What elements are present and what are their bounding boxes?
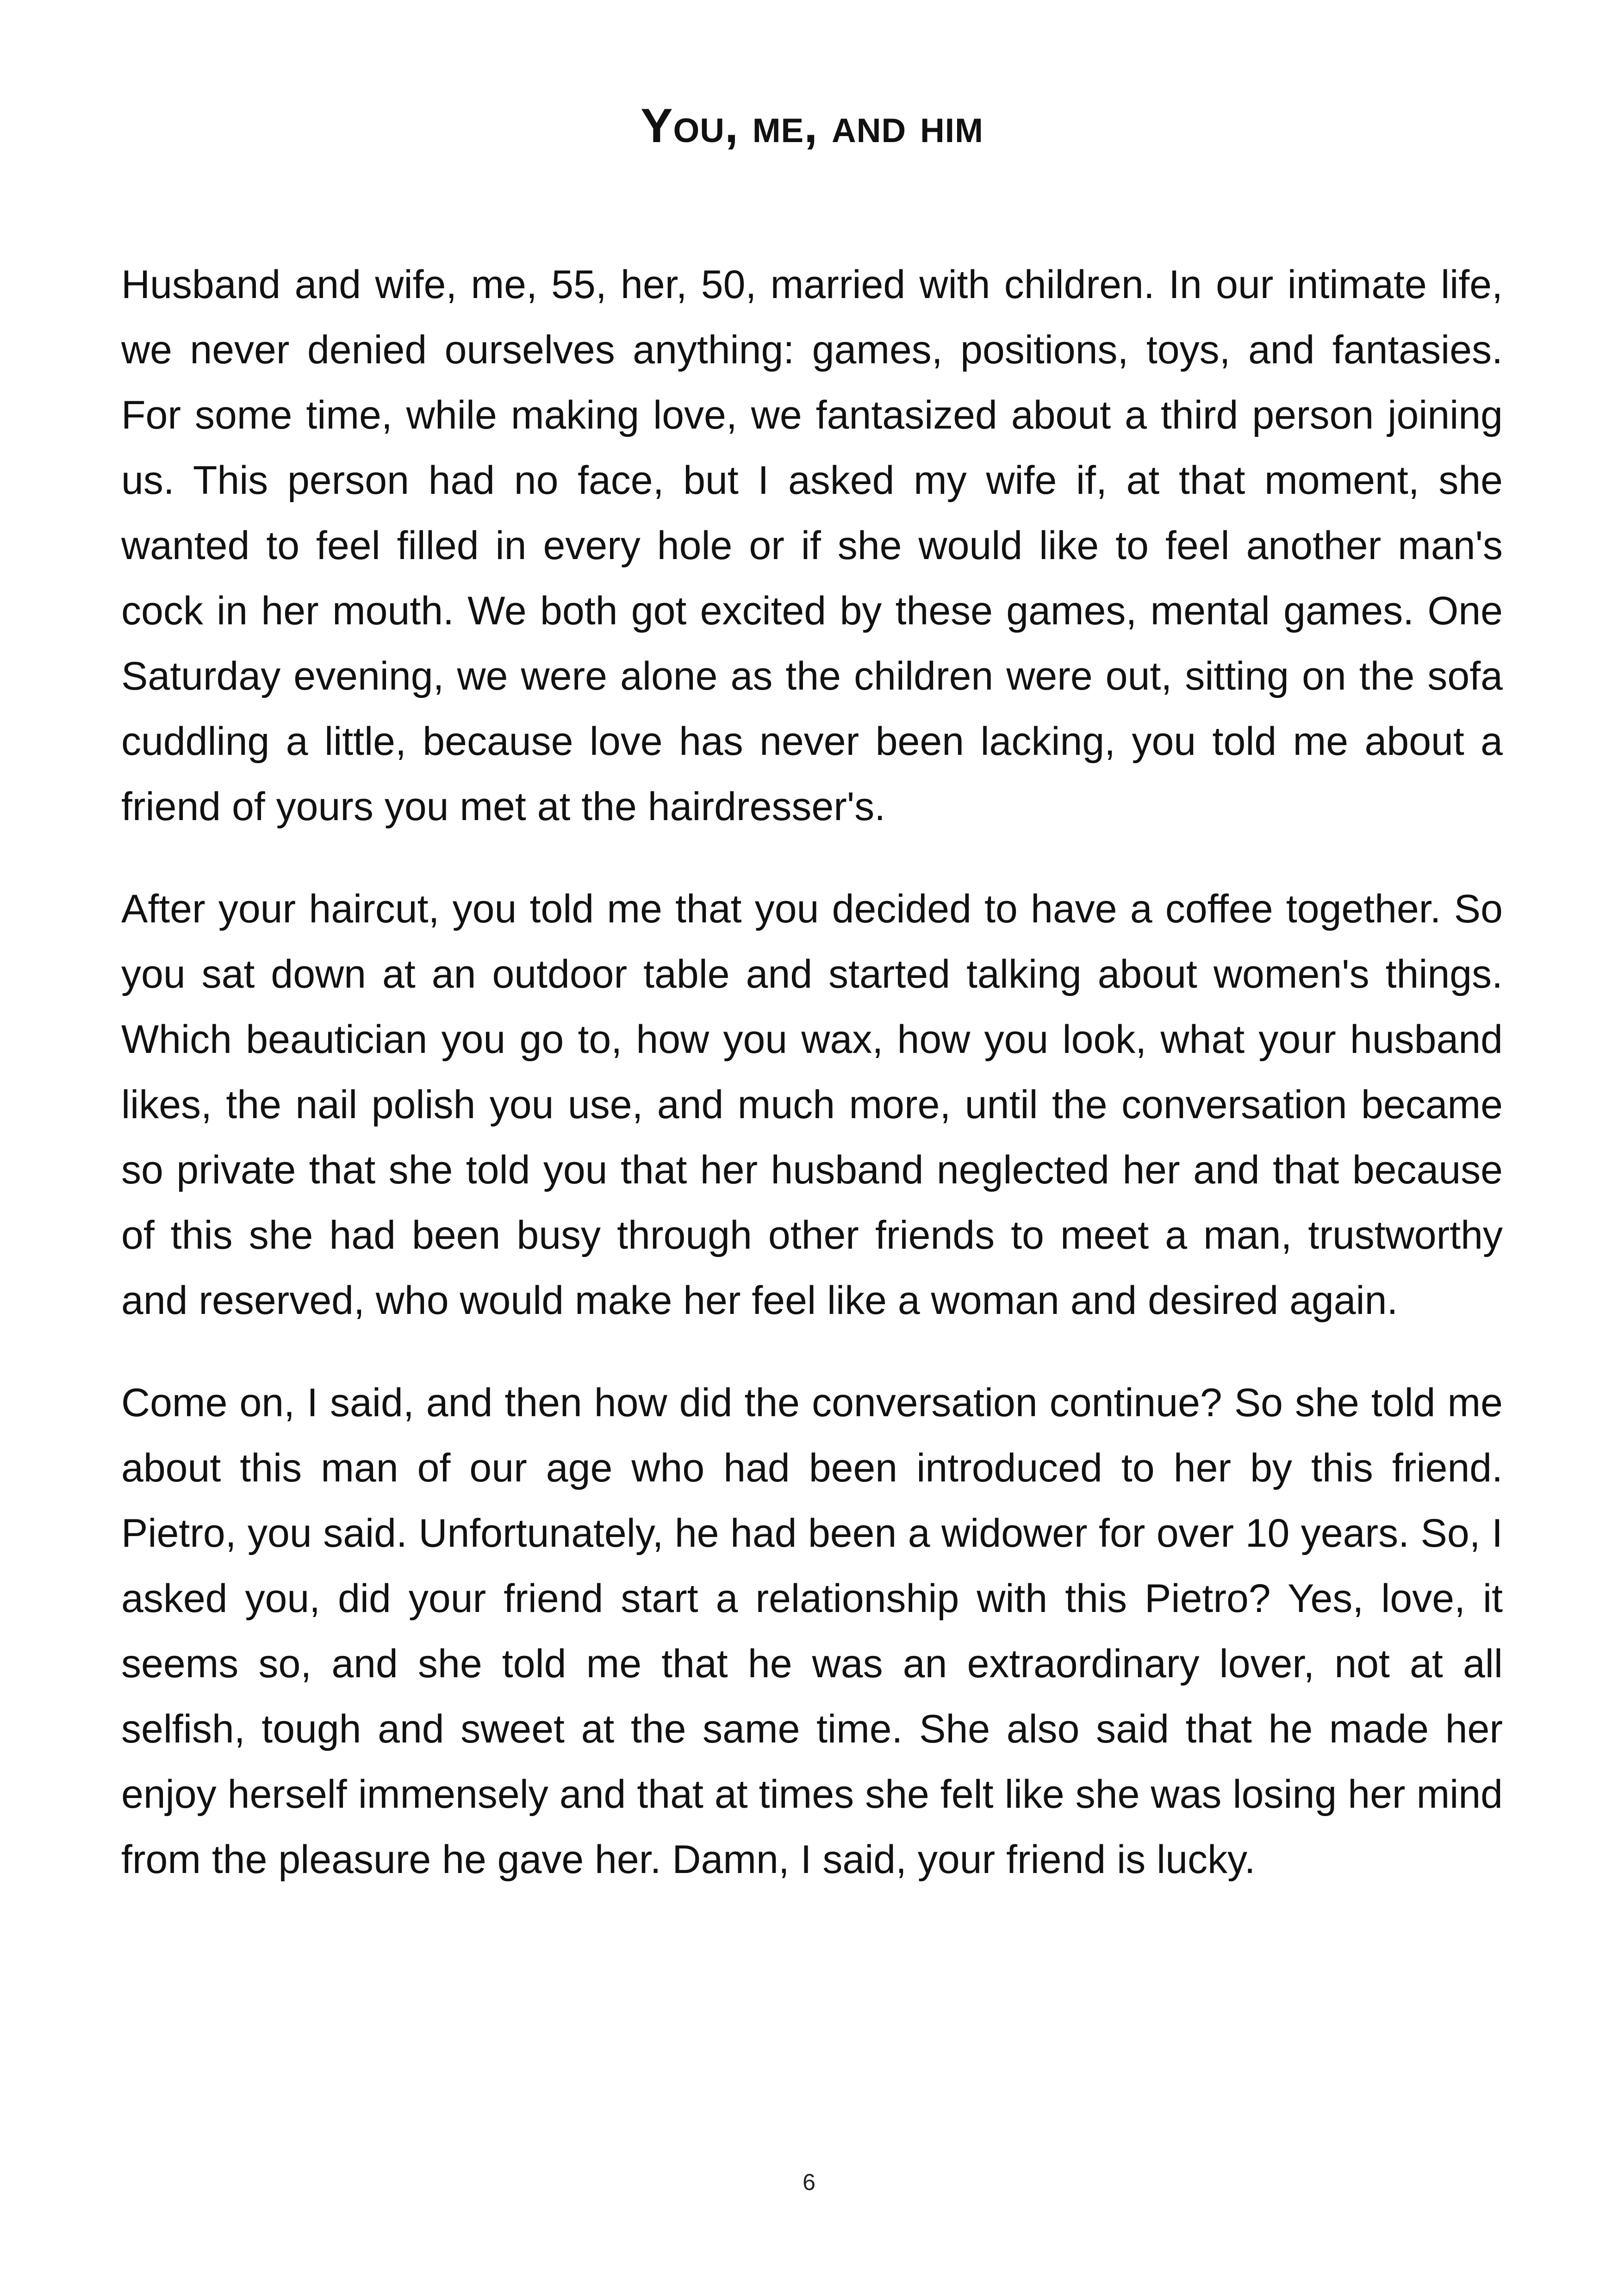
- page-number: 6: [803, 2169, 815, 2195]
- body-text: [121, 252, 1503, 1892]
- paragraph-2: After your haircut, you told me that you decided to have a coffee together. So you sat down at an outdoor table and started talking about women's things. Which beautician you go to, how you wax, how you look, what your husband likes, the nail polish you use, and much more, until the conversation became so private that she told you that her husband neglected her and that because of this she had been busy through other friends to meet a man, trustworthy and reserved, who would make her feel like a woman and desired again.: [121, 886, 1503, 1323]
- paragraph-3: Come on, I said, and then how did the conversation continue? So she told me about this man of our age who had been introduced to her by this friend. Pietro, you said. Unfortunately, he had been a widower for over 10 years. So, I asked you, did your friend start a relationship with this Pietro? Yes, love, it seems so, and she told me that he was an extraordinary lover, not at all selfish, tough and sweet at the same time. She also said that he made her enjoy herself immensely and that at times she felt like she was losing her mind from the pleasure he gave her. Damn, I said, your friend is lucky.: [121, 1380, 1503, 1882]
- chapter-title: You, me, and him: [641, 99, 983, 153]
- document-page: [121, 97, 1503, 1929]
- paragraph-1: Husband and wife, me, 55, her, 50, married with children. In our intimate life, we never denied ourselves anything: games, positions, toys, and fantasies. For some time, while making love, we fantasized about a third person joining us. This person had no face, but I asked my wife if, at that moment, she wanted to feel filled in every hole or if she would like to feel another man's cock in her mouth. We both got excited by these games, mental games. One Saturday evening, we were alone as the children were out, sitting on the sofa cuddling a little, because love has never been lacking, you told me about a friend of yours you met at the hairdresser's.: [121, 262, 1503, 829]
